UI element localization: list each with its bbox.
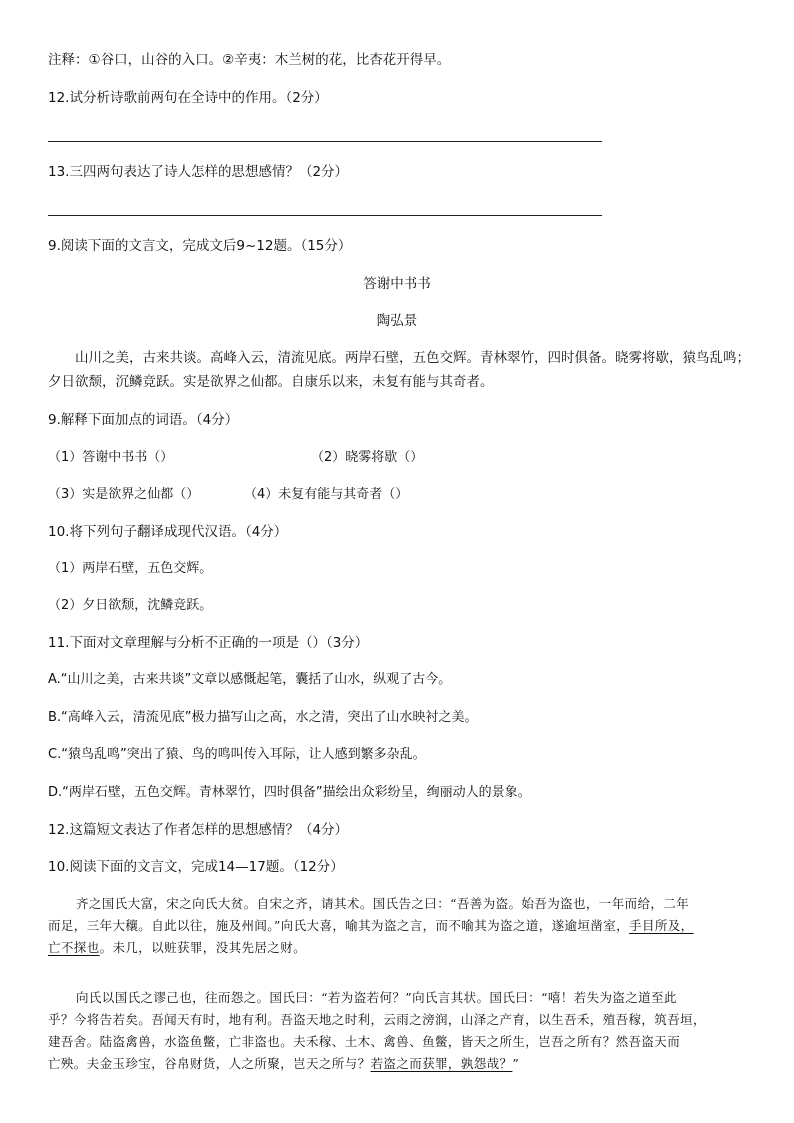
passage-line: 亡不探也。未几，以赃获罪，没其先居之财。 xyxy=(48,940,307,955)
option-d: D.“两岸石壁，五色交辉。青林翠竹，四时俱备”描绘出众彩纷呈，绚丽动人的景象。 xyxy=(48,785,531,800)
question-10-item-1: （1）两岸石壁，五色交辉。 xyxy=(48,561,213,576)
underlined-phrase: 亡不探也 xyxy=(48,940,100,955)
question-9-item-1 xyxy=(48,448,424,468)
question-12: 12.这篇短文表达了作者怎样的思想感情？（4分） xyxy=(48,822,349,838)
question-12-poem: 12.试分析诗歌前两句在全诗中的作用。（2分） xyxy=(48,90,328,106)
option-a: A.“山川之美，古来共谈”文章以感慨起笔，囊括了山水，纵观了古今。 xyxy=(48,672,452,687)
answer-line[interactable] xyxy=(48,141,602,142)
passage-line: 齐之国氏大富，宋之向氏大贫。自宋之齐，请其术。国氏告之曰：“吾善为盗。始吾为盗也，一年而给，二年 xyxy=(76,896,690,911)
passage-line: 而足，三年大穰。自此以往，施及州闾。”向氏大喜，喻其为盗之言，而不喻其为盗之道，遂逾垣凿室，手目所及， xyxy=(48,918,694,933)
question-13-poem: 13.三四两句表达了诗人怎样的思想感情？（2分） xyxy=(48,164,349,180)
option-b: B.“高峰入云，清流见底”极力描写山之高，水之清，突出了山水映衬之美。 xyxy=(48,710,478,725)
passage-line: 亡殃。夫金玉珍宝，谷帛财货，人之所聚，岂天之所与？若盗之而获罪，孰怨哉？” xyxy=(48,1056,520,1071)
question-10: 10.将下列句子翻译成现代汉语。（4分） xyxy=(48,524,288,540)
question-11: 11.下面对文章理解与分析不正确的一项是（）（3分） xyxy=(48,635,369,651)
section-9-heading: 9.阅读下面的文言文，完成文后9~12题。（15分） xyxy=(48,238,352,254)
item-text: （4）未复有能与其奇者（） xyxy=(244,487,409,502)
passage-author: 陶弘景 xyxy=(376,313,418,329)
passage-text: 山川之美，古来共谈。高峰入云，清流见底。两岸石壁，五色交辉。青林翠竹，四时俱备。晓雾将歇，猿鸟乱鸣；夕日欲颓，沉鳞竞跃。实是欲界之仙都。自康乐以来，未复有能与其奇者。 xyxy=(48,350,750,390)
passage-line: 乎？今将告若矣。吾闻天有时，地有利。吾盗天地之时利，云雨之滂润，山泽之产育，以生吾禾，殖吾稼，筑吾垣， xyxy=(48,1012,706,1027)
option-c: C.“猿鸟乱鸣”突出了猿、鸟的鸣叫传入耳际，让人感到繁多杂乱。 xyxy=(48,747,426,762)
item-text: （1）答谢中书书（） xyxy=(48,450,174,465)
passage-line: 建吾舍。陆盗禽兽，水盗鱼鳖，亡非盗也。夫禾稼、土木、禽兽、鱼鳖，皆天之所生，岂吾之所有？然吾盗天而 xyxy=(48,1034,681,1049)
underlined-phrase: 手目所及， xyxy=(629,918,694,933)
passage-title: 答谢中书书 xyxy=(363,276,431,292)
answer-line[interactable] xyxy=(48,215,602,216)
question-9: 9.解释下面加点的词语。（4分） xyxy=(48,412,239,428)
item-text: （3）实是欲界之仙都（） xyxy=(48,487,200,502)
passage-2-paragraph-1 xyxy=(48,893,760,959)
section-10-heading: 10.阅读下面的文言文，完成14—17题。（12分） xyxy=(48,859,344,875)
question-9-item-3 xyxy=(48,485,409,505)
item-text: （2）晓雾将歇（） xyxy=(311,450,424,465)
passage-2-paragraph-2 xyxy=(48,987,760,1075)
passage-line: 向氏以国氏之谬己也，往而怨之。国氏曰：“若为盗若何？”向氏言其状。国氏曰：“嘻！若失为盗之道至此 xyxy=(76,990,677,1005)
annotation-note: 注释：①谷口，山谷的入口。②辛夷：木兰树的花，比杏花开得早。 xyxy=(48,52,451,68)
question-10-item-2: （2）夕日欲颓，沈鳞竞跃。 xyxy=(48,598,213,613)
underlined-phrase: 若盗之而获罪，孰怨哉？ xyxy=(370,1056,513,1071)
